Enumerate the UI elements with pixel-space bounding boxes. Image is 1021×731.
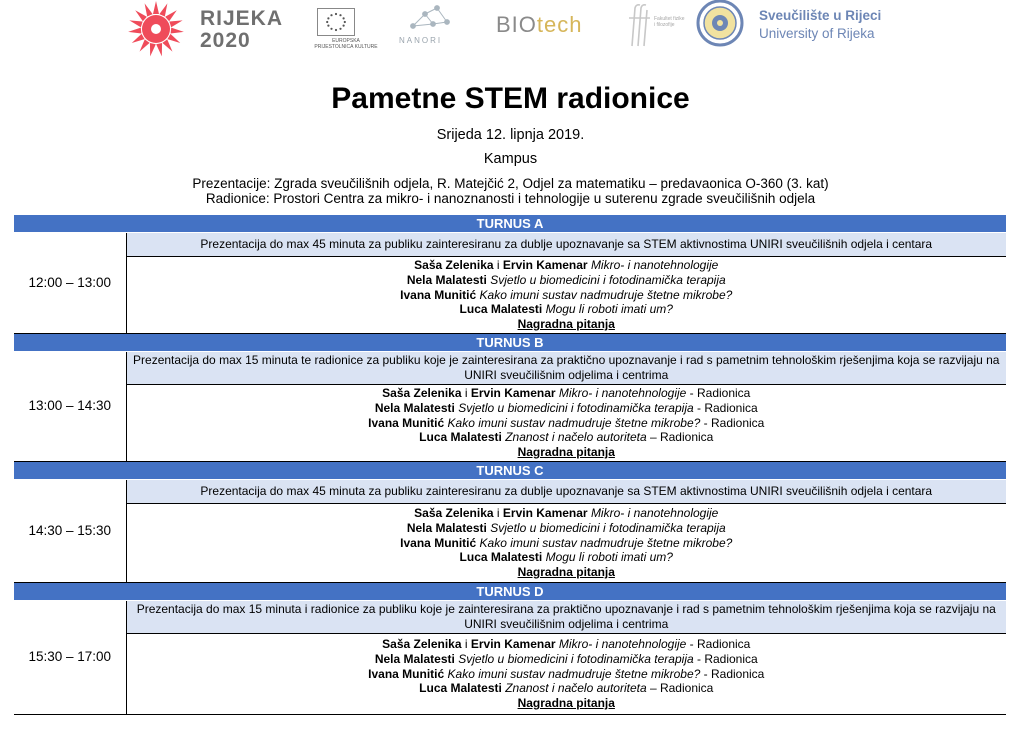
talk-item: [127, 506, 1007, 521]
talk-topic: Znanost i načelo autoriteta: [505, 430, 647, 445]
university-name-hr: Sveučilište u Rijeci: [759, 8, 882, 23]
speaker-name: Ivana Munitić: [400, 535, 477, 550]
talk-topic: Svjetlo u biomedicini i fotodinamička terapija: [490, 272, 726, 287]
talk-topic: Svjetlo u biomedicini i fotodinamička terapija: [490, 520, 726, 535]
speaker-connector: i: [461, 637, 471, 652]
rijeka-2020-logo: [125, 0, 295, 58]
fft-mark-icon: [624, 2, 654, 48]
speaker-name: Saša Zelenika: [414, 258, 494, 273]
talk-item: [127, 550, 1007, 565]
speaker-name: Nela Malatesti: [406, 520, 487, 535]
prize-questions: Nagradna pitanja: [517, 696, 615, 711]
turnus-title: TURNUS A: [14, 215, 1006, 233]
eu-capital-of-culture-logo: [313, 8, 383, 56]
university-of-rijeka-logo: [695, 0, 915, 48]
talk-topic: Mikro- i nanotehnologije: [590, 258, 719, 273]
turnus-title: TURNUS B: [14, 334, 1006, 352]
rijeka-year-text: 2020: [200, 29, 251, 52]
turnus-title: TURNUS C: [14, 462, 1006, 480]
talk-item: [127, 302, 1007, 317]
talk-format: - Radionica: [700, 415, 765, 430]
talk-item: [127, 401, 1007, 416]
event-date: Srijeda 12. lipnja 2019.: [436, 127, 585, 143]
speaker-connector: i: [493, 258, 503, 273]
talk-format: - Radionica: [693, 400, 758, 415]
turnus-time: 15:30 – 17:00: [14, 601, 126, 715]
talk-item: [127, 536, 1007, 551]
talk-item: [127, 288, 1007, 303]
venue-info: [0, 176, 1021, 206]
presentation-row: [14, 233, 1006, 257]
speaker-name: Ivana Munitić: [400, 287, 477, 302]
workshops-venue: Radionice: Prostori Centra za mikro- i nanoznanosti i tehnologije u suterenu zgrade sveučilišnih odjela: [205, 191, 816, 206]
talks-row: [14, 634, 1006, 715]
speaker-name: Nela Malatesti: [406, 272, 487, 287]
talk-format: - Radionica: [693, 651, 758, 666]
talks-row: [14, 257, 1006, 334]
eu-caption: EUROPSKA PRIJESTOLNICA KULTURE: [314, 38, 378, 50]
schedule-table: [14, 215, 1006, 715]
presentation-row: [14, 480, 1006, 504]
talk-item: [127, 652, 1007, 667]
logo-strip: [0, 0, 1021, 60]
turnus-header-row: [14, 583, 1006, 601]
speaker-name: Saša Zelenika: [382, 637, 462, 652]
speaker-connector: i: [493, 506, 503, 521]
talk-format: – Radionica: [646, 430, 714, 445]
turnus-header-row: [14, 215, 1006, 233]
talks-list: [126, 504, 1006, 583]
university-seal-icon: [695, 0, 747, 48]
speaker-name: Ervin Kamenar: [470, 637, 556, 652]
eu-stars-icon: [317, 8, 355, 36]
turnus-time: 12:00 – 13:00: [14, 233, 126, 334]
talk-item: [127, 637, 1007, 652]
nanori-logo: [393, 0, 465, 48]
speaker-name: Saša Zelenika: [382, 386, 462, 401]
talk-item: [127, 416, 1007, 431]
presentation-row: [14, 601, 1006, 634]
speaker-name: Luca Malatesti: [419, 681, 502, 696]
speaker-name: Ervin Kamenar: [470, 386, 556, 401]
nanori-text: NANORI: [399, 36, 443, 45]
speaker-name: Luca Malatesti: [419, 430, 502, 445]
talks-row: [14, 504, 1006, 583]
talk-item: [127, 521, 1007, 536]
presentation-row: [14, 352, 1006, 385]
molecule-icon: [393, 0, 465, 36]
turnus-time: 14:30 – 15:30: [14, 480, 126, 583]
talks-list: [126, 385, 1006, 462]
turnus-header-row: [14, 334, 1006, 352]
talk-format: - Radionica: [686, 386, 751, 401]
talk-item: [127, 681, 1007, 696]
talk-topic: Kako imuni sustav nadmudruje štetne mikrobe?: [479, 535, 733, 550]
talk-item: [127, 273, 1007, 288]
talks-list: [126, 634, 1006, 715]
speaker-name: Nela Malatesti: [374, 651, 455, 666]
speaker-name: Ivana Munitić: [368, 415, 445, 430]
talk-topic: Kako imuni sustav nadmudruje štetne mikrobe?: [479, 287, 733, 302]
speaker-name: Saša Zelenika: [414, 506, 494, 521]
turnus-header-row: [14, 462, 1006, 480]
talk-format: – Radionica: [646, 681, 714, 696]
presentation-description: Prezentacija do max 15 minuta i radionice za publiku koje je zainteresirana za praktično upoznavanje i rad s pametnim tehnološkim rješenjima koja se razvijaju na UNIRI sveučilišnim odjelima i centrima: [126, 601, 1006, 634]
presentation-description: Prezentacija do max 45 minuta za publiku zainteresiranu za dublje upoznavanje sa STEM aktivnostima UNIRI sveučilišnih odjela i centara: [126, 233, 1006, 257]
biotech-logo: [496, 12, 583, 38]
speaker-name: Ervin Kamenar: [502, 258, 588, 273]
talk-topic: Svjetlo u biomedicini i fotodinamička terapija: [458, 400, 694, 415]
speaker-name: Luca Malatesti: [459, 302, 543, 317]
talk-item: [127, 386, 1007, 401]
rijeka-sun-icon: [125, 0, 191, 58]
prize-questions: Nagradna pitanja: [517, 445, 615, 460]
talk-format: - Radionica: [686, 637, 751, 652]
talk-topic: Mogu li roboti imati um?: [545, 550, 673, 565]
speaker-name: Ivana Munitić: [368, 666, 445, 681]
speaker-name: Ervin Kamenar: [502, 506, 588, 521]
talk-topic: Mikro- i nanotehnologije: [558, 637, 687, 652]
prize-questions: Nagradna pitanja: [517, 565, 615, 580]
turnus-time: 13:00 – 14:30: [14, 352, 126, 462]
prize-questions: Nagradna pitanja: [517, 317, 615, 332]
rijeka-city-text: RIJEKA: [200, 7, 284, 30]
talk-topic: Mogu li roboti imati um?: [545, 302, 673, 317]
presentations-venue: Prezentacije: Zgrada sveučilišnih odjela, R. Matejčić 2, Odjel za matematiku – predavaonica O-360 (3. kat): [192, 176, 829, 191]
fft-caption: Fakultet fizike i filozofije: [654, 16, 685, 28]
talks-row: [14, 385, 1006, 462]
university-name-en: University of Rijeka: [759, 26, 875, 41]
event-location: Kampus: [483, 151, 538, 167]
talk-item: [127, 430, 1007, 445]
talk-topic: Znanost i načelo autoriteta: [505, 681, 647, 696]
presentation-description: Prezentacija do max 45 minuta za publiku zainteresiranu za dublje upoznavanje sa STEM aktivnostima UNIRI sveučilišnih odjela i centara: [126, 480, 1006, 504]
talk-topic: Kako imuni sustav nadmudruje štetne mikrobe?: [447, 415, 701, 430]
speaker-connector: i: [461, 386, 471, 401]
talk-format: - Radionica: [700, 666, 765, 681]
talk-topic: Mikro- i nanotehnologije: [558, 386, 687, 401]
speaker-name: Nela Malatesti: [374, 400, 455, 415]
presentation-description: Prezentacija do max 15 minuta te radionice za publiku koje je zainteresirana za praktično upoznavanje i rad s pametnim tehnološkim rješenjima koja se razvijaju na UNIRI sveučilišnim odjelima i centrima: [126, 352, 1006, 385]
turnus-title: TURNUS D: [14, 583, 1006, 601]
page-title: Pametne STEM radionice: [331, 82, 690, 115]
biotech-tech-text: tech: [536, 12, 583, 37]
biotech-bio-text: BIO: [496, 12, 537, 37]
speaker-name: Luca Malatesti: [459, 550, 543, 565]
talk-topic: Mikro- i nanotehnologije: [590, 506, 719, 521]
fft-logo: [624, 2, 686, 48]
talk-topic: Kako imuni sustav nadmudruje štetne mikrobe?: [447, 666, 701, 681]
talk-topic: Svjetlo u biomedicini i fotodinamička terapija: [458, 651, 694, 666]
talk-item: [127, 667, 1007, 682]
talks-list: [126, 257, 1006, 334]
talk-item: [127, 258, 1007, 273]
